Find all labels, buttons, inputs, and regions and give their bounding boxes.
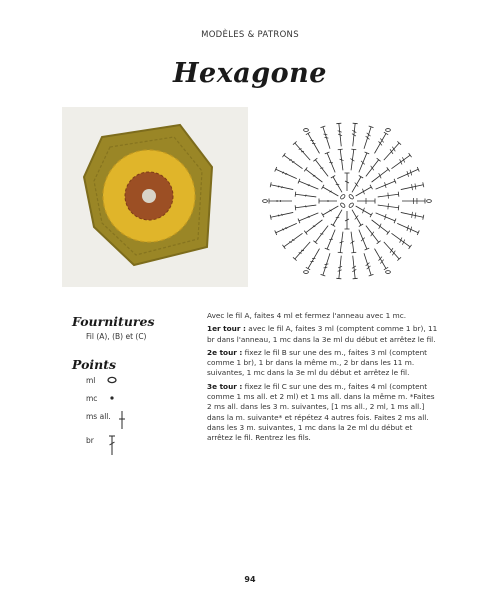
chart-dtr-stitch-bar bbox=[282, 214, 283, 216]
chart-dtr-stitch-cap bbox=[353, 123, 358, 124]
chart-treble-stitch-bar bbox=[306, 205, 307, 207]
treble-icon bbox=[106, 434, 118, 458]
chart-dtr-stitch-bar bbox=[278, 215, 279, 217]
points-heading: Points bbox=[72, 357, 117, 372]
instructions-intro: Avec le fil A, faites 4 ml et fermez l'anneau avec 1 mc. bbox=[207, 311, 407, 320]
chart-treble-stitch-cap bbox=[304, 231, 307, 235]
hexagon-center-hole bbox=[142, 189, 156, 203]
point-label: ml bbox=[86, 376, 96, 385]
point-row-ml bbox=[86, 374, 146, 392]
chart-treble-stitch-cap bbox=[387, 167, 390, 171]
fournitures-heading: Fournitures bbox=[72, 314, 155, 329]
chart-dtr-stitch-cap bbox=[282, 153, 285, 157]
chart-treble-stitch-cap bbox=[398, 192, 399, 197]
chart-dtr-stitch-bar bbox=[400, 237, 402, 242]
chart-treble-stitch-cap bbox=[322, 185, 325, 189]
chart-corner-chain bbox=[386, 271, 391, 274]
chart-treble-stitch-bar bbox=[379, 224, 381, 229]
point-label: mc bbox=[86, 394, 98, 403]
crochet-chart-diagram bbox=[256, 115, 438, 287]
chart-treble-stitch-cap bbox=[351, 149, 356, 150]
oval-icon bbox=[106, 374, 118, 388]
chart-treble-stitch-cap bbox=[338, 252, 343, 253]
page-title: Hexagone bbox=[173, 58, 327, 89]
chart-dtr-stitch-cap bbox=[423, 182, 424, 187]
round-label: 1er tour : bbox=[207, 324, 246, 334]
chart-treble-stitch-cap bbox=[295, 192, 296, 197]
chart-chain-stitch bbox=[340, 194, 346, 200]
cross-stitch-icon bbox=[116, 410, 128, 432]
chart-dtr-stitch-bar bbox=[412, 184, 413, 190]
round-text: fixez le fil B sur une des m., faites 3 ml (comptent comme 1 br), 1 br dans la même m., 2 br dans les 11 m. suivantes, 1 mc dans la 3e ml du début et arrêtez le fil. bbox=[207, 347, 428, 378]
page-number: 94 bbox=[244, 575, 256, 584]
chart-treble-stitch-cap bbox=[351, 252, 356, 253]
dot-icon bbox=[106, 392, 118, 406]
chart-treble-stitch-cap bbox=[313, 158, 317, 161]
chart-treble-stitch-bar bbox=[361, 161, 365, 165]
chart-treble-stitch-cap bbox=[304, 167, 307, 171]
chart-treble-stitch-cap bbox=[370, 185, 373, 189]
chart-chain-stitch bbox=[348, 202, 354, 208]
chart-dtr-stitch-cap bbox=[336, 123, 341, 124]
point-row-br bbox=[86, 434, 146, 458]
chart-dtr-stitch-cap bbox=[409, 245, 412, 249]
points-legend bbox=[86, 374, 146, 458]
chart-treble-stitch-bar bbox=[379, 173, 381, 178]
chart-dtr-stitch-cap bbox=[409, 153, 412, 157]
chart-treble-stitch-cap bbox=[338, 149, 343, 150]
chart-dtr-stitch-bar bbox=[278, 186, 279, 188]
round-text: avec le fil A, faites 3 ml (comptent comme 1 br), 11 br dans l'anneau, 1 mc dans la 3e ml du début et arrêtez le fil. bbox=[207, 324, 438, 344]
instructions-round-2 bbox=[207, 348, 439, 379]
chart-chain-stitch bbox=[340, 202, 346, 208]
chart-dtr-stitch-cap bbox=[306, 267, 310, 270]
chart-treble-stitch-cap bbox=[331, 176, 335, 179]
chart-dtr-stitch-bar bbox=[323, 134, 327, 135]
point-label: ms all. bbox=[86, 412, 111, 421]
chart-dtr-stitch-bar bbox=[400, 159, 402, 164]
chart-dtr-stitch-cap bbox=[384, 132, 388, 135]
round-text: fixez le fil C sur une des m., faites 4 ml (comptent comme 1 ms all. et 2 ml) et 1 ms all. dans la même m. *Faites 2 ms all. dans les 3 m. suivantes, [1 ms all., 2 ml, 1 ms all.] dans la m. suivante* et répétez 4 autres fois. Faites 2 ms all. dans les 3 m. suivantes, 1 mc dans la 2e ml du début et arrêtez le fil. Rentrez les fils. bbox=[207, 381, 435, 443]
round-label: 3e tour : bbox=[207, 381, 243, 391]
chart-treble-stitch-bar bbox=[388, 193, 389, 199]
chart-dtr-stitch-bar bbox=[282, 186, 283, 188]
chart-dtr-stitch-bar bbox=[412, 212, 413, 218]
chart-treble-stitch-cap bbox=[377, 158, 381, 161]
chart-dtr-stitch-bar bbox=[402, 239, 404, 244]
chart-corner-chain bbox=[304, 129, 309, 132]
fournitures-text: Fil (A), (B) et (C) bbox=[86, 332, 147, 341]
chart-dtr-stitch-bar bbox=[415, 184, 416, 190]
chart-treble-stitch-bar bbox=[306, 195, 307, 197]
chart-dtr-stitch-cap bbox=[423, 215, 424, 220]
crochet-hexagon-photo bbox=[62, 107, 248, 287]
chart-dtr-stitch-bar bbox=[402, 157, 404, 162]
chart-dtr-stitch-bar bbox=[325, 137, 329, 138]
chart-treble-stitch-cap bbox=[377, 241, 381, 244]
chart-dtr-stitch-bar bbox=[299, 253, 302, 254]
chart-chain-stitch bbox=[348, 194, 354, 200]
chart-corner-chain bbox=[304, 271, 309, 274]
page-kicker: MODÈLES & PATRONS bbox=[201, 30, 299, 40]
chart-treble-stitch-cap bbox=[313, 241, 317, 244]
chart-treble-stitch-cap bbox=[387, 231, 390, 235]
chart-treble-stitch-cap bbox=[295, 205, 296, 210]
chart-dtr-stitch-cap bbox=[270, 182, 271, 187]
instructions bbox=[207, 311, 439, 447]
chart-treble-stitch-cap bbox=[331, 224, 335, 227]
chart-dtr-stitch-bar bbox=[415, 213, 416, 219]
chart-dtr-stitch-bar bbox=[323, 267, 327, 268]
chart-dtr-stitch-cap bbox=[282, 245, 285, 249]
chart-corner-chain bbox=[386, 129, 391, 132]
chart-treble-stitch-cap bbox=[359, 224, 363, 227]
chart-corner-chain bbox=[263, 200, 268, 203]
chart-treble-stitch-cap bbox=[398, 205, 399, 210]
chart-dtr-stitch-bar bbox=[301, 151, 304, 152]
chart-dtr-stitch-cap bbox=[384, 267, 388, 270]
chart-dtr-stitch-bar bbox=[299, 149, 302, 150]
chart-dtr-stitch-cap bbox=[336, 278, 341, 279]
chart-dtr-stitch-bar bbox=[325, 264, 329, 265]
chart-treble-stitch-bar bbox=[388, 203, 389, 209]
point-label: br bbox=[86, 436, 94, 445]
instructions-round-3 bbox=[207, 382, 439, 444]
chart-dtr-stitch-cap bbox=[353, 278, 358, 279]
point-row-mc bbox=[86, 392, 146, 410]
chart-corner-chain bbox=[427, 200, 432, 203]
chart-treble-stitch-bar bbox=[361, 238, 365, 242]
chart-dtr-stitch-bar bbox=[301, 250, 304, 251]
chart-treble-stitch-cap bbox=[359, 176, 363, 179]
instructions-round-1 bbox=[207, 324, 439, 345]
chart-treble-stitch-cap bbox=[322, 213, 325, 217]
round-label: 2e tour : bbox=[207, 347, 243, 357]
chart-dtr-stitch-cap bbox=[270, 215, 271, 220]
chart-treble-stitch-cap bbox=[370, 213, 373, 217]
point-row-ms-all bbox=[86, 410, 146, 434]
chart-dtr-stitch-cap bbox=[306, 132, 310, 135]
